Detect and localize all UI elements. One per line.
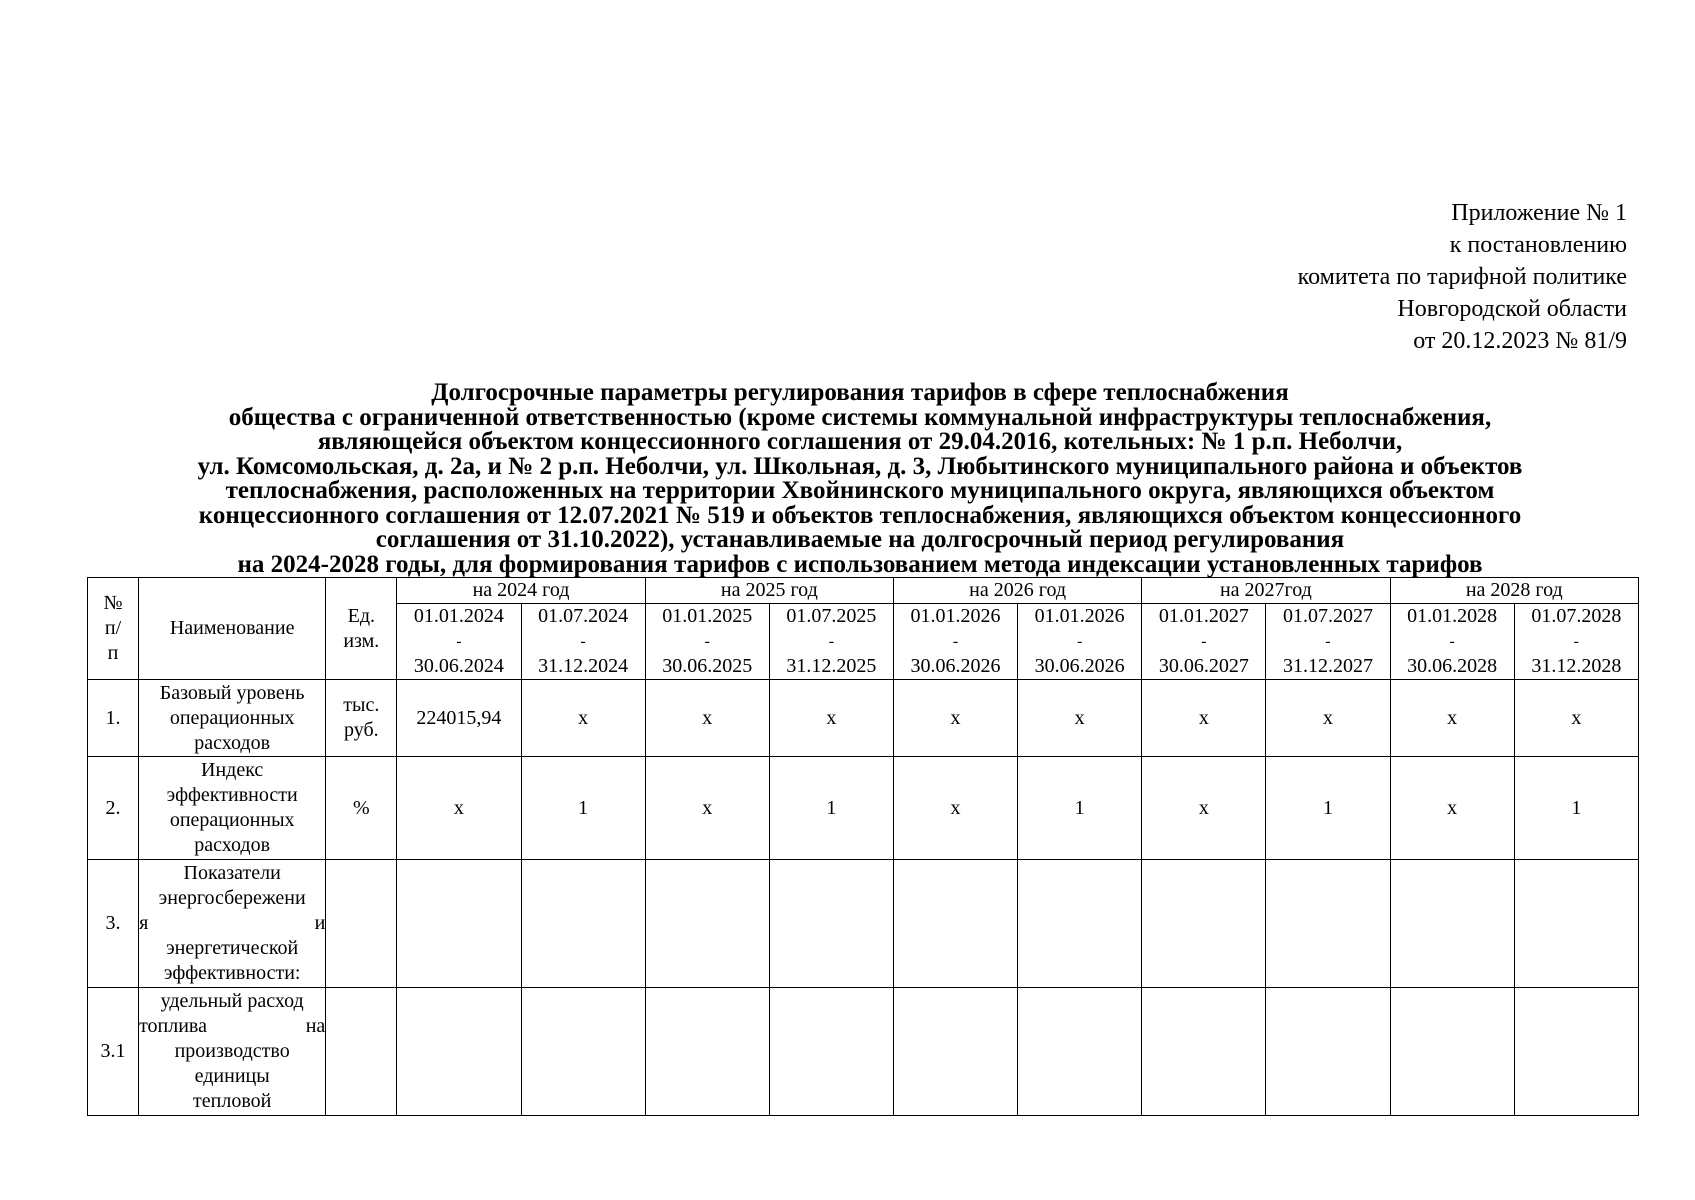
header-unit-line: Ед. — [347, 604, 376, 627]
header-unit — [326, 578, 397, 680]
row-unit-line: тыс. — [343, 694, 380, 716]
value-cell — [1390, 860, 1514, 988]
value-cell — [645, 988, 769, 1116]
value-cell — [645, 860, 769, 988]
title-line: теплоснабжения, расположенных на территории Хвойнинского муниципального округа, являющихся объектом — [225, 477, 1495, 504]
period-to: 30.06.2026 — [910, 655, 1001, 677]
row-number: 1. — [88, 680, 139, 757]
value-cell — [1514, 988, 1638, 1116]
header-period — [1018, 604, 1142, 680]
value-cell: x — [893, 757, 1017, 860]
header-year-2026: на 2026 год — [893, 578, 1141, 604]
period-sep: - — [1077, 633, 1083, 650]
value-cell — [769, 988, 893, 1116]
value-cell — [1514, 860, 1638, 988]
value-cell — [1142, 860, 1266, 988]
period-to: 31.12.2025 — [786, 655, 877, 677]
header-num-line: п — [107, 642, 119, 664]
period-to: 30.06.2024 — [413, 655, 504, 677]
value-cell: x — [521, 680, 645, 757]
row-name-line: единицы — [194, 1065, 270, 1087]
row-unit — [326, 860, 397, 988]
row-number: 3.1 — [88, 988, 139, 1116]
value-cell: 1 — [1018, 757, 1142, 860]
row-name — [139, 757, 326, 860]
period-to: 30.06.2025 — [662, 655, 753, 677]
period-to: 31.12.2028 — [1531, 655, 1622, 677]
period-sep: - — [828, 633, 835, 650]
row-name-fragment: на — [305, 1015, 326, 1037]
value-cell — [397, 860, 521, 988]
period-to: 31.12.2027 — [1282, 655, 1373, 677]
tariff-parameters-table — [87, 577, 1639, 1116]
table-row — [88, 757, 1639, 860]
header-period — [645, 604, 769, 680]
row-name-fragment: топлива — [139, 1015, 207, 1037]
header-num-line: п/ — [104, 617, 122, 639]
value-cell — [1018, 988, 1142, 1116]
value-cell: x — [645, 680, 769, 757]
value-cell: x — [1390, 757, 1514, 860]
row-unit-line: руб. — [343, 719, 379, 741]
header-period — [769, 604, 893, 680]
value-cell — [397, 988, 521, 1116]
appendix-line: от 20.12.2023 № 81/9 — [1413, 328, 1627, 354]
period-from: 01.01.2027 — [1158, 605, 1249, 627]
row-name-line: тепловой — [193, 1090, 272, 1112]
row-name-fragment: и — [314, 912, 326, 934]
row-unit — [326, 988, 397, 1116]
period-sep: - — [704, 633, 710, 650]
title-line: являющейся объектом концессионного соглашения от 29.04.2016, котельных: № 1 р.п. Неболчи, — [317, 428, 1403, 455]
appendix-line: к постановлению — [1449, 232, 1627, 258]
value-cell: x — [1142, 680, 1266, 757]
row-name — [139, 988, 326, 1116]
row-name-line: эффективности: — [163, 962, 301, 984]
header-period — [1390, 604, 1514, 680]
row-name-line: Базовый уровень — [159, 681, 305, 704]
period-sep: - — [580, 633, 586, 650]
row-name-line: удельный расход — [160, 990, 304, 1012]
row-number: 3. — [88, 860, 139, 988]
header-period — [521, 604, 645, 680]
title-line: концессионного соглашения от 12.07.2021 № 519 и объектов теплоснабжения, являющихся объектом концессионного — [198, 501, 1522, 529]
value-cell: 1 — [769, 757, 893, 860]
value-cell: x — [397, 757, 521, 860]
period-to: 30.06.2028 — [1407, 655, 1498, 677]
period-from: 01.01.2024 — [413, 605, 504, 627]
row-name — [139, 680, 326, 757]
header-unit-line: изм. — [343, 629, 380, 652]
value-cell: 1 — [1266, 757, 1390, 860]
header-num — [88, 578, 139, 680]
value-cell — [893, 860, 1017, 988]
period-from: 01.07.2024 — [538, 605, 629, 627]
title-line: общества с ограниченной ответственностью (кроме системы коммунальной инфраструктуры теплоснабжения, — [228, 403, 1492, 431]
row-unit — [326, 757, 397, 860]
row-name-line: энергосбережени — [158, 887, 306, 909]
period-from: 01.07.2028 — [1531, 605, 1622, 627]
period-from: 01.07.2025 — [786, 605, 877, 627]
row-name-line: Индекс — [201, 759, 264, 781]
period-sep: - — [952, 633, 959, 650]
row-name-line: эффективности — [166, 784, 298, 806]
appendix-line: Приложение № 1 — [1451, 200, 1627, 226]
header-period — [1514, 604, 1638, 680]
period-sep: - — [456, 633, 462, 650]
header-name: Наименование — [139, 578, 326, 680]
row-name-line: расходов — [194, 731, 271, 754]
title-line: на 2024-2028 годы, для формирования тарифов с использованием метода индексации установленных тарифов — [237, 550, 1483, 578]
row-number: 2. — [88, 757, 139, 860]
header-period — [1266, 604, 1390, 680]
value-cell: x — [769, 680, 893, 757]
value-cell — [893, 988, 1017, 1116]
period-sep: - — [1201, 633, 1207, 650]
table-row — [88, 860, 1639, 988]
value-cell — [1018, 860, 1142, 988]
header-year-2024: на 2024 год — [397, 578, 645, 604]
value-cell: 224015,94 — [397, 680, 521, 757]
period-from: 01.01.2025 — [662, 605, 753, 627]
value-cell — [521, 988, 645, 1116]
period-from: 01.01.2028 — [1407, 605, 1498, 627]
header-year-2027: на 2027год — [1142, 578, 1390, 604]
row-name-line: Показатели — [183, 862, 281, 884]
value-cell — [521, 860, 645, 988]
period-sep: - — [1573, 633, 1579, 650]
period-from: 01.01.2026 — [910, 605, 1001, 627]
row-unit — [326, 680, 397, 757]
period-from: 01.01.2026 — [1034, 605, 1125, 627]
value-cell: x — [1266, 680, 1390, 757]
header-period — [893, 604, 1017, 680]
header-year-2028: на 2028 год — [1390, 578, 1638, 604]
header-period — [1142, 604, 1266, 680]
row-name-line: операционных — [169, 809, 295, 831]
period-to: 30.06.2026 — [1034, 655, 1125, 677]
title-line: соглашения от 31.10.2022), устанавливаемые на долгосрочный период регулирования — [375, 526, 1345, 553]
period-from: 01.07.2027 — [1282, 605, 1373, 627]
value-cell: x — [645, 757, 769, 860]
row-name-line: производство — [174, 1040, 290, 1062]
row-name-line: расходов — [194, 834, 271, 856]
value-cell — [1142, 988, 1266, 1116]
value-cell: x — [1018, 680, 1142, 757]
row-name-line: энергетической — [166, 937, 299, 959]
value-cell: x — [1514, 680, 1638, 757]
value-cell — [1266, 860, 1390, 988]
header-period — [397, 604, 521, 680]
table-row — [88, 988, 1639, 1116]
period-to: 31.12.2024 — [538, 655, 629, 677]
document-title — [80, 381, 1640, 577]
row-name-line — [139, 911, 325, 936]
row-name — [139, 860, 326, 988]
row-name-line: операционных — [169, 706, 295, 729]
appendix-line: комитета по тарифной политике — [1297, 264, 1627, 290]
appendix-line: Новгородской области — [1397, 296, 1627, 322]
period-sep: - — [1325, 633, 1331, 650]
row-name-fragment: я — [139, 912, 149, 934]
header-num-line: № — [103, 592, 123, 614]
row-unit-line: % — [352, 796, 370, 819]
value-cell: x — [1142, 757, 1266, 860]
header-row-years — [88, 578, 1639, 604]
value-cell — [769, 860, 893, 988]
value-cell — [1266, 988, 1390, 1116]
row-name-line — [139, 1014, 325, 1039]
title-line: ул. Комсомольская, д. 2а, и № 2 р.п. Неболчи, ул. Школьная, д. 3, Любытинского муниципального района и объектов — [197, 452, 1523, 480]
value-cell: x — [1390, 680, 1514, 757]
table-row — [88, 680, 1639, 757]
period-to: 30.06.2027 — [1158, 655, 1249, 677]
title-line: Долгосрочные параметры регулирования тарифов в сфере теплоснабжения — [431, 379, 1289, 406]
value-cell: 1 — [1514, 757, 1638, 860]
value-cell — [1390, 988, 1514, 1116]
period-sep: - — [1449, 633, 1455, 650]
value-cell: 1 — [521, 757, 645, 860]
header-year-2025: на 2025 год — [645, 578, 893, 604]
value-cell: x — [893, 680, 1017, 757]
appendix-block — [1298, 197, 1627, 357]
